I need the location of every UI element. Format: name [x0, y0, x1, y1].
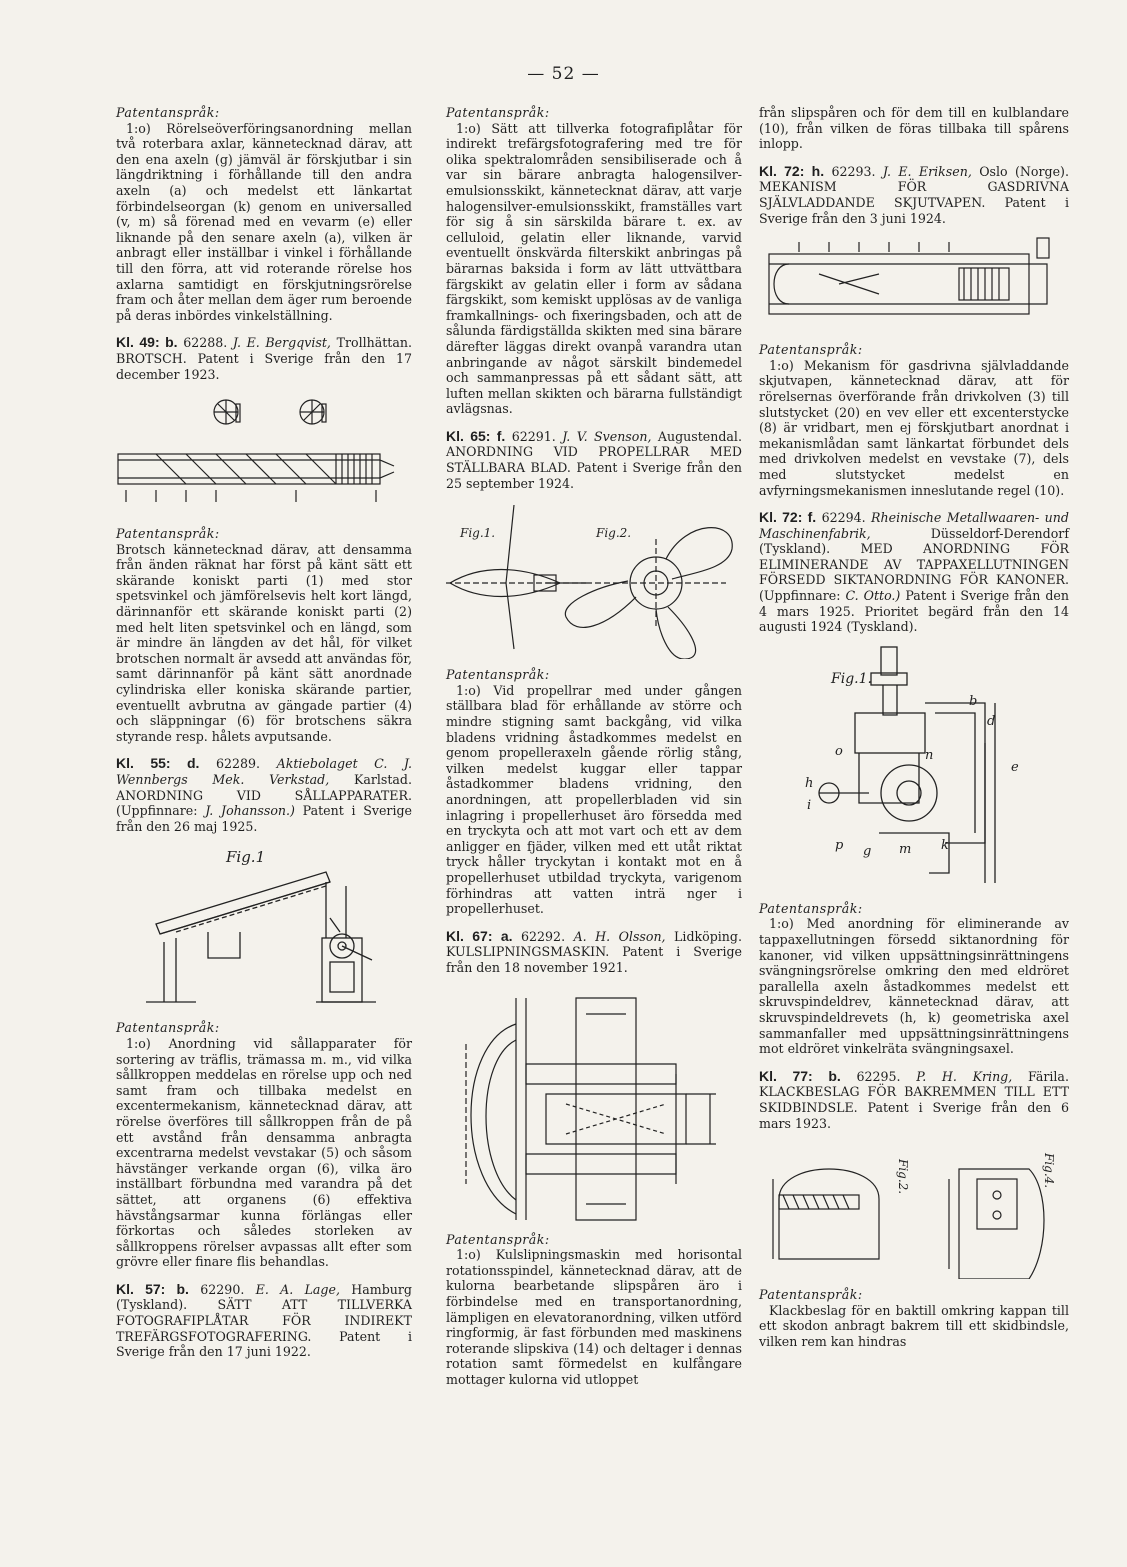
- entry-text: Hamburg (Tyskland). SÄTT ATT TILLVERKA FOTOGRAFIPLÅTAR FÖR INDIREKT TREFÄRGSFOTOGRAFERING. Patent i Sverige från den 17 juni 1922.: [116, 1281, 412, 1360]
- figure-label: g: [863, 843, 872, 859]
- applicant-name: A. H. Olsson,: [573, 928, 666, 944]
- column-right: [759, 105, 1069, 1350]
- figure-label: Fig.4.: [1042, 1153, 1056, 1189]
- patent-number: 62294.: [821, 510, 866, 526]
- figure-label: p: [835, 837, 844, 853]
- entry-text: Patent i Sverige från den 4 mars 1925. Prioritet begärd från den 14 augusti 1924 (Tyskland).: [759, 588, 1069, 635]
- claims-heading: Patentanspråk:: [446, 1231, 550, 1247]
- figure-label: Fig.2.: [896, 1159, 910, 1195]
- patent-number: 62292.: [521, 928, 566, 944]
- claims-heading: Patentanspråk:: [759, 342, 863, 358]
- figure-label: Fig.2.: [596, 526, 632, 541]
- entry-text: Trollhättan. BROTSCH. Patent i Sverige från den 17 december 1923.: [116, 335, 412, 382]
- entry-text: Patent i Sverige från den 26 maj 1925.: [116, 803, 412, 834]
- figure-label: b: [969, 693, 978, 709]
- claims-heading: Patentanspråk:: [759, 900, 863, 916]
- patent-entry-62294: [759, 510, 1069, 635]
- figure-label: e: [1011, 759, 1019, 775]
- class-label: Kl. 57: b.: [116, 1280, 189, 1297]
- entry-text: Augustendal. ANORDNING VID PROPELLRAR MED STÄLLBARA BLAD. Patent i Sverige från den 25 september 1924.: [446, 428, 742, 491]
- class-label: Kl. 67: a.: [446, 927, 513, 944]
- figure-sieve: [116, 842, 412, 1012]
- claims-heading: Patentanspråk:: [446, 667, 550, 683]
- applicant-name: Rheinische Metallwaaren- und Maschinenfabrik,: [759, 510, 1069, 541]
- applicant-name: J. E. Eriksen,: [882, 163, 972, 179]
- figure-label: h: [805, 775, 814, 791]
- figure-label: Fig.1: [226, 848, 266, 867]
- claims-heading: Patentanspråk:: [116, 1020, 220, 1036]
- figure-heel-fitting: [759, 1139, 1069, 1279]
- figure-label: o: [835, 743, 843, 759]
- figure-gun-sight: [759, 643, 1069, 893]
- inventor-name: C. Otto.): [845, 588, 901, 604]
- figure-ball-grinder: [446, 984, 742, 1224]
- patent-entry-62291: [446, 429, 742, 491]
- patent-number: 62288.: [183, 335, 228, 351]
- figure-label: k: [941, 837, 949, 853]
- claims-heading: Patentanspråk:: [759, 1287, 863, 1303]
- entry-text: Düsseldorf-Derendorf (Tyskland). MED ANORDNING FÖR ELIMINERANDE AV TAPPAXELLUTNINGEN FÖRSEDD SIKTANORDNING FÖR KANONER. (Uppfinnare:: [759, 525, 1069, 604]
- patent-number: 62295.: [856, 1068, 901, 1084]
- entry-text: Lidköping. KULSLIPNINGSMASKIN. Patent i Sverige från den 18 november 1921.: [446, 928, 742, 975]
- inventor-name: J. Johansson.): [205, 803, 295, 819]
- patent-entry-62292: [446, 929, 742, 976]
- applicant-name: P. H. Kring,: [916, 1068, 1013, 1084]
- patent-entry-62288: [116, 335, 412, 382]
- class-label: Kl. 72: h.: [759, 162, 825, 179]
- claims-heading: Patentanspråk:: [446, 105, 550, 120]
- figure-reamer: [116, 390, 412, 518]
- claim-text: 1:o) Mekanism för gasdrivna självladdande skjutvapen, kännetecknad därav, att för rörelsernas överförande från drivkolven (3) till slutstycket (20) en vev eller ett excenterstycke (8) är vridbart, men ej förskjutbart anordnat i mekanismlådan samt länkartat förbundet dels med drivkolven medelst en vevstake (7), dels med slutstycket medelst en avfyrningsmekanismen inneslutande regel (10).: [759, 357, 1069, 498]
- applicant-name: J. E. Bergqvist,: [232, 335, 331, 351]
- entry-text: Karlstad. ANORDNING VID SÅLLAPPARATER. (Uppfinnare:: [116, 772, 412, 819]
- figure-label: d: [987, 713, 996, 729]
- claim-text: 1:o) Rörelseöverföringsanordning mellan två roterbara axlar, kännetecknad därav, att den ena axeln (g) jämväl är förskjutbar i sin längdriktning i förhållande till den andra axeln (a) och medelst ett länkartat förbindelseorgan (k) genom en universalled (v, m) så förenad med en vevarm (e) eller liknande på den senare axeln (a), vilken är anbragt eller inställbar i vinkel i förhållande till den förra, att vid roterande rörelse hos axlarna samtidigt en förskjutningsrörelse fram och åter mellan dem äger rum beroende på deras inbördes vinkelställning.: [116, 120, 412, 323]
- patent-entry-62290: [116, 1282, 412, 1360]
- figure-label: n: [925, 747, 934, 763]
- claim-text: 1:o) Sätt att tillverka fotografiplåtar för indirekt trefärgsfotografering med tre för olika spektralområden sensibiliserade och å var sin bärare anbragta halogensilver-emulsionsskikt, kännetecknat därav, att varje halogensilver-emulsionsskikt, framställes vart för sig å sin särskilda bärare t. ex. av celluloid, gelatin eller liknande, varvid eventuellt önskvärda filterskikt anbringas på bärarnas baksida i form av lätt uttvättbara färgskikt av gelatin eller i form av sådana färgskikt, som kemiskt upplösas av de vanliga framkallnings- och fixeringsbaden, och att de sålunda färdigställda skikten med sina bärare därefter läggas direkt ovanpå varandra utan anbringande av något särskilt bindemedel och sammanpressas på ett sådant sätt, att luften mellan skikten och bärarna fullständigt avlägsnas.: [446, 120, 742, 417]
- class-label: Kl. 77: b.: [759, 1067, 841, 1084]
- class-label: Kl. 72: f.: [759, 509, 817, 526]
- claim-text: Klackbeslag för en baktill omkring kappan till ett skodon anbragt bakrem till ett skidbindsle, vilken rem kan hindras: [759, 1302, 1069, 1349]
- applicant-name: E. A. Lage,: [255, 1281, 340, 1297]
- figure-propeller: [446, 499, 742, 659]
- claim-text: 1:o) Kulslipningsmaskin med horisontal rotationsspindel, kännetecknad därav, att de kulorna bearbetande slipspåren äro i förbindelse med en transportanordning, lämpligen en elevatoranordning, vilken utförd ringformig, är fast förbunden med maskinens roterande slipskiva (14) och deltager i dennas rotation samt förmedelst en kulfångare mottager kulorna vid utloppet: [446, 1247, 742, 1387]
- figure-label: Fig.1.: [460, 526, 496, 541]
- patent-entry-62295: [759, 1069, 1069, 1131]
- figure-label: Fig.1.: [831, 670, 872, 687]
- claim-text: 1:o) Anordning vid sållapparater för sortering av träflis, trämassa m. m., vid vilka sållkroppen meddelas en rörelse upp och ned samt fram och tillbaka medelst en excentermekanism, kännetecknad därav, att rörelse överföres till sållkroppen från de på ett avstånd från densamma anbragta excentrarna medelst vevstakar (5) och såsom hävstänger verkande organ (6), vilka äro inställbart förbundna med varandra på det sättet, att organens (6) effektiva hävstångsarmar kunna förlängas eller förkortas och således storleken av sållkroppens rörelser avpassas allt efter som grövre eller finare flis behandlas.: [116, 1035, 412, 1270]
- patent-number: 62291.: [511, 428, 556, 444]
- patent-number: 62293.: [831, 163, 876, 179]
- column-middle: [446, 105, 742, 1387]
- patent-entry-62293: [759, 164, 1069, 226]
- entry-text: Oslo (Norge). MEKANISM FÖR GASDRIVNA SJÄLVLADDANDE SKJUTVAPEN. Patent i Sverige från den 3 juni 1924.: [759, 163, 1069, 226]
- entry-text: Färila. KLACKBESLAG FÖR BAKREMMEN TILL ETT SKIDBINDSLE. Patent i Sverige från den 6 mars 1923.: [759, 1068, 1069, 1131]
- class-label: Kl. 55: d.: [116, 755, 200, 772]
- claim-text: Brotsch kännetecknad därav, att densamma från änden räknat har först på känt sätt ett skärande koniskt parti (1) med stor spetsvinkel och jämförelsevis helt kort längd, därinnanför ett skärande koniskt parti (2) med helt liten spetsvinkel och en längd, som är mindre än längden av det hål, för vilket brotschen normalt är avsedd att användas för, samt därinnanför på känt sätt anordnade cylindriska eller koniska skärande partier, eventuellt avbrutna av gängade partier (4) och släppningar (6) för brotschens säkra styrande resp. hålets avputsande.: [116, 541, 412, 744]
- column-left: [116, 105, 412, 1360]
- class-label: Kl. 65: f.: [446, 427, 506, 444]
- applicant-name: Aktiebolaget C. J. Wennbergs Mek. Verkstad,: [116, 756, 412, 787]
- claims-heading: Patentanspråk:: [116, 105, 220, 120]
- figure-gun-mechanism: [759, 234, 1069, 334]
- patent-number: 62289.: [215, 756, 261, 772]
- continued-text: från slipspåren och för dem till en kulblandare (10), från vilken de föras tillbaka till spårens inlopp.: [759, 105, 1069, 152]
- page-number: — 52 —: [527, 64, 600, 84]
- patent-entry-62289: [116, 756, 412, 834]
- patent-number: 62290.: [200, 1281, 245, 1297]
- claim-text: 1:o) Med anordning för eliminerande av tappaxellutningen försedd siktanordning för kanoner, vid vilken uppsättningsinrättningens svängningsrörelse omkring den med eldröret parallella axeln åstadkommes medelst ett skruvspindeldrev, kännetecknad därav, att skruvspindeldrevets (h, k) geometriska axel sammanfaller med uppsättningsinrättningens mot eldröret vinkelräta svängningsaxel.: [759, 916, 1069, 1057]
- figure-label: i: [807, 797, 812, 813]
- claim-text: 1:o) Vid propellrar med under gången ställbara blad för erhållande av större och mindre stigning samt backgång, vid vilka bladens vridning åstadkommes medelst en genom propelleraxeln gående rörlig stång, vilken medelst kuggar eller tappar åstadkommer bladens vridning, den anordningen, att propellerbladen vid sin inlagring i propellerhuset äro försedda med en tryckyta och att mot vart och ett av dem anligger en fjäder, vilken med ett utåt riktat tryck håller tryckytan i kontakt mot en å propellerhuset utbildad tryckyta, varigenom förhindras att vatten inträ nger i propellerhuset.: [446, 682, 742, 917]
- class-label: Kl. 49: b.: [116, 334, 178, 351]
- applicant-name: J. V. Svenson,: [562, 428, 652, 444]
- claims-heading: Patentanspråk:: [116, 526, 220, 542]
- figure-label: m: [899, 841, 912, 857]
